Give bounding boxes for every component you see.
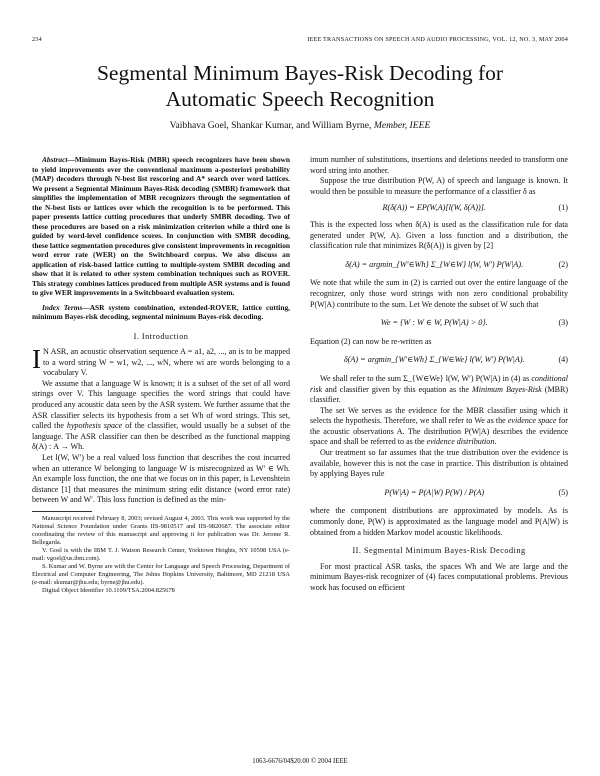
index-terms [32, 303, 290, 322]
footnote-doi: Digital Object Identifier 10.1109/TSA.2004.825678 [42, 587, 175, 594]
equation-2: δ(A) = argmin_{W′∈Wh} Σ_{W∈W} l(W, W′) P(W|A). (2) [345, 259, 568, 269]
copyright-footer: 1063-6676/04$20.00 © 2004 IEEE [252, 758, 348, 765]
paper-title [0, 60, 600, 112]
equation-1-number: (1) [558, 203, 568, 213]
intro-paragraph-2: We assume that a language W is known; it is a subset of the set of all word strings over V. This language specifies the word strings that could have produced any acoustic data seen by the ASR system. We further assume that the ASR classifier selects its hypothesis from a set Wh of word strings. This set, called the hypothesis space of the classifier, would usually be a subset of the language. The ASR classifier can then be described as the functional mapping δ(A) : A → Wh. [32, 378, 290, 452]
right-paragraph-2: Suppose the true distribution P(W, A) of speech and language is known. It would then be possible to measure the performance of a classifier δ as [310, 176, 568, 196]
equation-3: We = {W : W ∈ W, P(W|A) > 0}. (3) [380, 318, 568, 328]
right-paragraph-3: This is the expected loss when δ(A) is used as the classification rule for data generated under P(W, A). Given a loss function and a distribution, the classification rule that minimizes R(δ(A)) is given by [2] [310, 219, 568, 251]
equation-4-number: (4) [558, 355, 568, 365]
author-names: Vaibhava Goel, Shankar Kumar, and William Byrne, [169, 120, 372, 131]
title-line-2: Automatic Speech Recognition [165, 87, 435, 111]
equation-1: R(δ(A)) = EP(W,A)[l(W, δ(A))]. (1) [382, 203, 568, 213]
abstract [32, 155, 290, 298]
mbr-term: Minimum Bayes-Risk [472, 384, 542, 394]
journal-header: IEEE TRANSACTIONS ON SPEECH AND AUDIO PROCESSING, VOL. 12, NO. 3, MAY 2004 [307, 36, 568, 43]
right-paragraph-9: where the component distributions are approximated by models. As is commonly done, P(W) is approximated as the language model and P(A|W) is obtained from a hidden Markov model acoustic likelihoods. [310, 506, 568, 537]
right-paragraph-1: imum number of substitutions, insertions and deletions needed to transform one word string into another. [310, 155, 568, 175]
section-2-heading: II. Segmental Minimum Bayes-Risk Decoding [352, 546, 526, 556]
index-terms-text: ASR system combination, extended-ROVER, lattice cutting, minimum Bayes-risk decoding, segmental minimum Bayes-risk decoding. [32, 302, 290, 321]
author-membership: Member, IEEE [373, 120, 431, 131]
title-line-1: Segmental Minimum Bayes-Risk Decoding for [96, 61, 504, 85]
evidence-space-term: evidence space [507, 416, 557, 426]
section-1-heading: I. Introduction [133, 331, 189, 341]
page-number: 234 [32, 36, 42, 43]
intro-paragraph-3: Let l(W, W′) be a real valued loss function that describes the cost incurred when an utterance W belonging to language W is misrecognized as W′ ∈ Wh. An example loss function, the one that we focus on in this paper, is Levenshtein distance [1] that measures the minimum string edit distance (word error rate) between W and W′. This loss function is defined as the min- [32, 453, 290, 505]
footnote-goel: V. Goel is with the IBM T. J. Watson Research Center, Yorktown Heights, NY 10598 USA (e-mail: vgoel@us.ibm.com). [32, 547, 290, 562]
footnote-manuscript: Manuscript received February 8, 2003; revised August 4, 2003. This work was supported by the National Science Foundation under Grants IIS-9810517 and IIS-9820687. The associate editor coordinating the review of this manuscript and approving it for publication was Dr. Jerome R. Bellegarda. [32, 515, 290, 546]
abstract-label: Abstract— [42, 155, 75, 164]
right-paragraph-8: Our treatment so far assumes that the true distribution over the evidence is available, however this is not the case in practice. This distribution is obtained by applying Bayes rule [310, 448, 568, 479]
footnote-rule [32, 511, 92, 512]
equation-5: P(W|A) = P(A|W) P(W) / P(A) (5) [384, 487, 568, 497]
equation-4: δ(A) = argmin_{W′∈Wh} Σ_{W∈We} l(W, W′) P(W|A). (4) [343, 355, 568, 365]
right-column [310, 155, 568, 594]
conditional-risk-term: conditional risk [310, 373, 568, 394]
right-paragraph-4: We note that while the sum in (2) is carried out over the entire language of the recognizer, only those word strings with non zero conditional probability P(W|A) contribute to the sum. Let We denote the subset of W such that [310, 278, 568, 309]
equation-3-number: (3) [558, 318, 568, 328]
intro-p1-text: N ASR, an acoustic observation sequence A = a1, a2, ..., an is to be mapped to a word string W = w1, w2, ..., wN, where wi are words belonging to a vocabulary V. [43, 347, 290, 378]
right-paragraph-7: The set We serves as the evidence for the MBR classifier using which it selects the hypothesis. Therefore, we shall refer to We as the evidence space for the acoustic observations A. The distribution P(W|A) describes the evidence space and shall be referred to as the evidence distribution. [310, 405, 568, 447]
equation-2-number: (2) [558, 259, 568, 269]
footnote-kumar-byrne: S. Kumar and W. Byrne are with the Center for Language and Speech Processing, Department of Electrical and Computer Engineering, The Johns Hopkins University, Baltimore, MD 21218 USA (e-mail: skumar@jhu.edu; byrne@jhu.edu). [32, 563, 290, 586]
index-terms-label: Index Terms— [42, 302, 90, 312]
author-line [0, 120, 600, 131]
intro-paragraph-1 [32, 344, 290, 379]
hypothesis-space-term: hypothesis space [66, 421, 123, 431]
drop-cap: I [32, 344, 41, 375]
right-paragraph-6: We shall refer to the sum Σ_{W∈We} l(W, W′) P(W|A) in (4) as conditional risk and classifier given by this equation as the Minimum Bayes-Risk (MBR) classifier. [310, 373, 569, 405]
evidence-distribution-term: evidence distribution [426, 437, 495, 447]
equation-5-number: (5) [558, 487, 568, 497]
section-2-paragraph-1: For most practical ASR tasks, the spaces Wh and We are large and the minimum Bayes-risk recognizer of (4) faces computational problems. Previous work has focused on efficient [310, 561, 568, 592]
right-paragraph-5: Equation (2) can now be re-written as [310, 336, 432, 346]
left-column [32, 155, 290, 595]
abstract-text: Minimum Bayes-Risk (MBR) speech recognizers have been shown to yield improvements over the conventional maximum a-posteriori probability (MAP) decoders through N-best list rescoring and A* search over word lattices. We present a Segmental Minimum Bayes-Risk decoding (SMBR) framework that simplifies the implementation of MBR recognizers through the segmentation of the N-best lists or lattices over which the recognition is to be performed. This paper presents lattice cutting procedures that underly SMBR decoding. Two of these procedures are based on a risk minimization criterion while a third one is guided by word-level confidence scores. In conjunction with SMBR decoding, these lattice segmentation procedures give consistent improvements in recognition word error rate (WER) on the Switchboard corpus. We also discuss an application of risk-based lattice cutting to multiple-system SMBR decoding and show that it is related to other system combination techniques such as ROVER. This strategy combines lattices produced from multiple ASR systems and is found to give WER improvements in a Switchboard evaluation system. [32, 155, 290, 297]
